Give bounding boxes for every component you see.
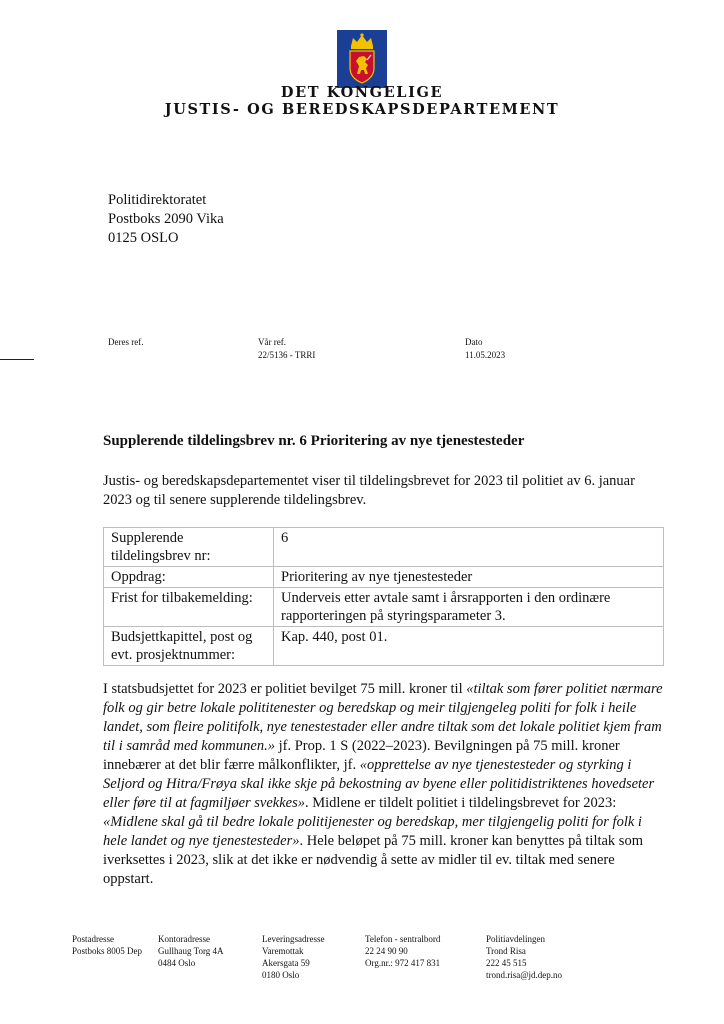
table-key: Budsjettkapittel, post og evt. prosjektnummer: [104, 627, 274, 666]
table-value: Kap. 440, post 01. [274, 627, 664, 666]
footer-postadresse [72, 933, 142, 957]
body-text-4: . Hele beløpet på 75 mill. kroner kan benyttes på tiltak som iverksettes i 2023, slik at det ikke er nødvendig å sette av midler til ev. tiltak med senere oppstart. [103, 833, 643, 887]
table-row [104, 627, 664, 666]
table-value: Underveis etter avtale samt i årsrapporten i den ordinære rapporteringen på styringsparameter 3. [274, 588, 664, 627]
body-paragraph [103, 680, 665, 889]
table-key: Oppdrag: [104, 567, 274, 588]
var-ref-value: 22/5136 - TRRI [258, 350, 316, 360]
footer-line: Postboks 8005 Dep [72, 946, 143, 956]
quote-3: «Midlene skal gå til bedre lokale politijenester og beredskap, mer tilgjengelig politi for folk i hele landet og nye tjenestesteder» [103, 814, 642, 849]
recipient-name: Politidirektoratet [108, 192, 207, 208]
dato-value: 11.05.2023 [465, 350, 506, 360]
intro-paragraph: Justis- og beredskapsdepartementet viser til tildelingsbrevet for 2023 til politiet av 6. januar 2023 og til senere supplerende tildelingsbrev. [103, 473, 635, 508]
table-value: 6 [274, 528, 664, 567]
assignment-table [103, 527, 664, 666]
table-row [104, 588, 664, 627]
footer-line: Trond Risa [486, 946, 526, 956]
dato-label: Dato [465, 337, 483, 347]
quote-1: «tiltak som fører politiet nærmare folk og gir betre lokale polititenester og beredskap og meir tilgjengeleg politi for folk i heile landet, som fleire politifolk, nye tenestestader eller andre tiltak som det lokale politiet kjem fram til i samråd med kommunen.» [103, 681, 663, 754]
footer-line: Org.nr.: 972 417 831 [365, 958, 441, 968]
footer-email-link[interactable]: trond.risa@jd.dep.no [486, 970, 563, 980]
footer-line: 222 45 515 [486, 958, 527, 968]
footer-heading: Telefon - sentralbord [365, 934, 441, 944]
footer-line: Varemottak [262, 946, 304, 956]
table-row [104, 567, 664, 588]
table-value: Prioritering av nye tjenestesteder [274, 567, 664, 588]
recipient-postal: 0125 OSLO [108, 230, 179, 246]
footer-heading: Politiavdelingen [486, 934, 545, 944]
body-text-3: . Midlene er tildelt politiet i tildelingsbrevet for 2023: [305, 795, 617, 811]
footer-line: 22 24 90 90 [365, 946, 408, 956]
footer-kontoradresse [158, 933, 224, 969]
table-key: Supplerende tildelingsbrev nr: [104, 528, 274, 567]
quote-2: «opprettelse av nye tjenestesteder og styrking i Seljord og Hitra/Frøya skal ikke skje på bekostning av byene eller politidistriktenes hovedseter eller føre til at fagmiljøer svekkes» [103, 757, 655, 811]
var-ref-label: Vår ref. [258, 337, 286, 347]
ministry-name-line2: JUSTIS- OG BEREDSKAPSDEPARTEMENT [164, 101, 560, 118]
footer-telefon [365, 933, 440, 969]
footer-leveringsadresse [262, 933, 324, 981]
letter-subject: Supplerende tildelingsbrev nr. 6 Prioritering av nye tjenestesteder [103, 433, 525, 449]
royal-crest-icon [337, 30, 387, 88]
footer-heading: Postadresse [72, 934, 114, 944]
deres-ref-label: Deres ref. [108, 337, 144, 347]
footer-line: 0484 Oslo [158, 958, 196, 968]
footer-contact [486, 933, 562, 981]
footer-line: Akersgata 59 [262, 958, 310, 968]
footer-line: 0180 Oslo [262, 970, 300, 980]
table-key: Frist for tilbakemelding: [104, 588, 274, 627]
footer-line: Gullhaug Torg 4A [158, 946, 224, 956]
table-row [104, 528, 664, 567]
body-text-1: I statsbudsjettet for 2023 er politiet bevilget 75 mill. kroner til [103, 681, 467, 697]
fold-mark [0, 359, 34, 360]
footer-heading: Leveringsadresse [262, 934, 325, 944]
footer-heading: Kontoradresse [158, 934, 210, 944]
body-text-2: jf. Prop. 1 S (2022–2023). Bevilgningen på 75 mill. kroner innebærer at det blir færre målkonflikter, jf. [103, 738, 620, 773]
recipient-street: Postboks 2090 Vika [108, 211, 224, 227]
ministry-name-line1: DET KONGELIGE [280, 84, 444, 101]
recipient-address [108, 191, 224, 248]
